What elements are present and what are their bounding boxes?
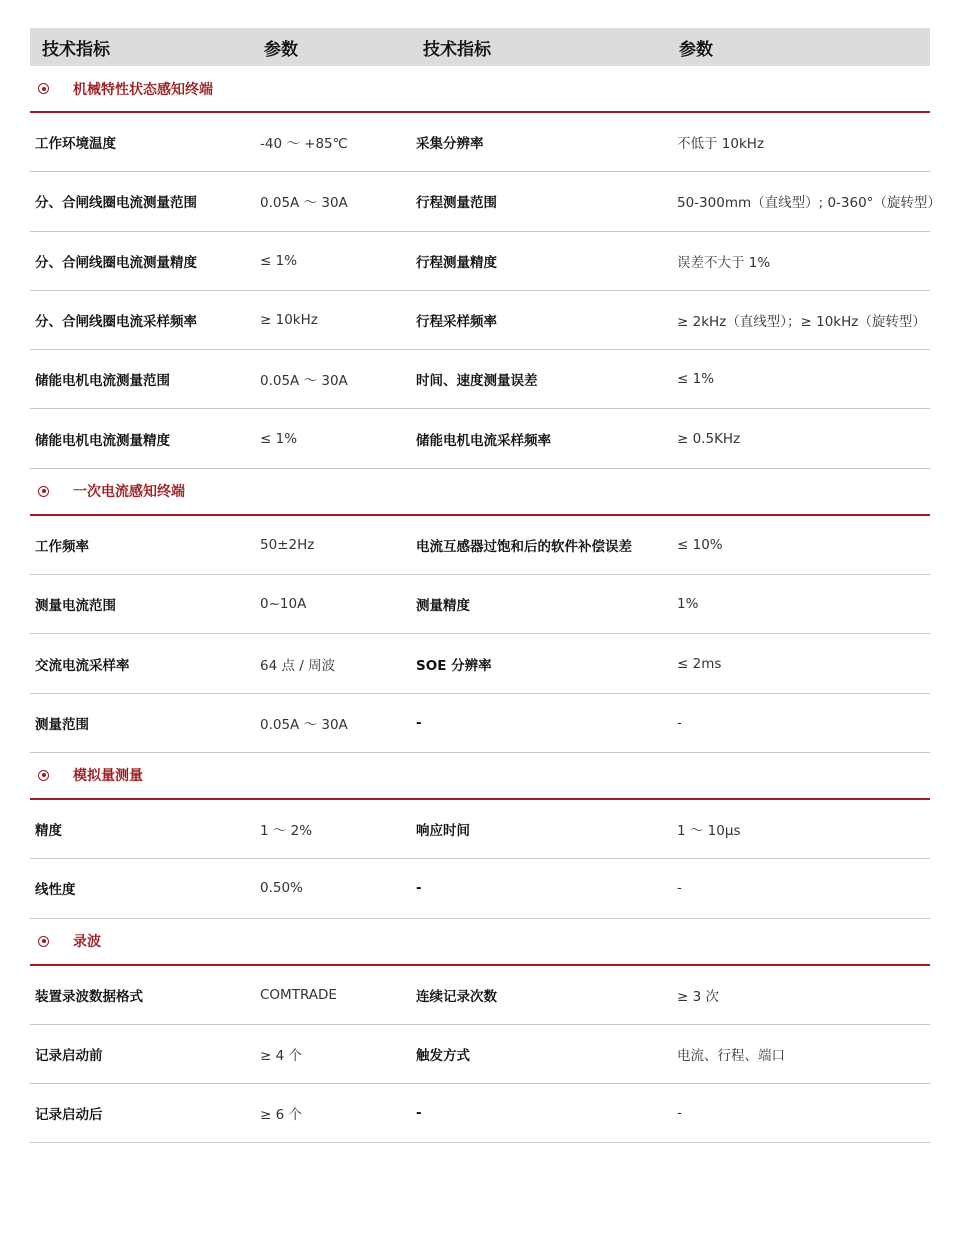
spec-name: 行程测量范围 <box>416 195 497 212</box>
spec-name: - <box>416 880 422 897</box>
section-header <box>30 469 930 516</box>
spec-value: 0.05A ～ 30A <box>260 373 348 390</box>
spec-value: 0~10A <box>260 596 307 613</box>
table-row <box>30 113 930 172</box>
spec-value: ≥ 10kHz <box>260 312 318 329</box>
section-title: 机械特性状态感知终端 <box>73 81 213 98</box>
table-row <box>30 1084 930 1143</box>
table-row <box>30 966 930 1025</box>
table-row <box>30 575 930 634</box>
spec-value: ≤ 2ms <box>677 655 722 672</box>
spec-name: 分、合闸线圈电流采样频率 <box>35 314 197 331</box>
header-spec-1: 技术指标 <box>42 39 110 60</box>
spec-name: 时间、速度测量误差 <box>416 373 538 390</box>
spec-name: 储能电机电流测量精度 <box>35 432 170 449</box>
spec-name: 行程采样频率 <box>416 314 497 331</box>
spec-value: 不低于 10kHz <box>677 136 765 153</box>
header-param-1: 参数 <box>264 39 298 60</box>
section-title: 录波 <box>73 934 101 951</box>
spec-name: 测量精度 <box>416 598 470 615</box>
table-row <box>30 800 930 859</box>
spec-value: ≤ 1% <box>260 430 298 447</box>
circled-dot-icon <box>38 936 49 947</box>
spec-value: 50±2Hz <box>260 536 315 553</box>
spec-value: COMTRADE <box>260 986 337 1003</box>
spec-value: 50-300mm（直线型）; 0-360°（旋转型） <box>677 195 941 212</box>
spec-name: 响应时间 <box>416 823 470 840</box>
spec-name: - <box>416 1105 422 1122</box>
spec-name: 储能电机电流测量范围 <box>35 373 170 390</box>
table-row <box>30 516 930 575</box>
spec-value: 1% <box>677 596 699 613</box>
spec-name: 交流电流采样率 <box>35 657 130 674</box>
spec-value: 1 ～ 2% <box>260 823 313 840</box>
spec-value: ≥ 0.5KHz <box>677 430 741 447</box>
spec-name: 行程测量精度 <box>416 254 497 271</box>
spec-name: 分、合闸线圈电流测量范围 <box>35 195 197 212</box>
table-row <box>30 232 930 291</box>
header-param-2: 参数 <box>679 39 713 60</box>
spec-value: ≥ 6 个 <box>260 1107 302 1124</box>
table-row <box>30 172 941 231</box>
spec-name: 触发方式 <box>416 1048 470 1064</box>
spec-value: ≥ 4 个 <box>260 1048 302 1064</box>
spec-name: 连续记录次数 <box>416 988 497 1005</box>
spec-value: -40 ～ +85℃ <box>260 136 348 153</box>
spec-value: 64 点 / 周波 <box>260 657 336 674</box>
spec-value: ≤ 10% <box>677 536 723 553</box>
table-row <box>30 1025 930 1084</box>
circled-dot-icon <box>38 83 49 94</box>
table-row <box>30 409 930 468</box>
spec-name: 记录启动前 <box>35 1048 103 1064</box>
spec-value: ≥ 3 次 <box>677 988 719 1005</box>
spec-name: - <box>416 714 422 731</box>
spec-value: - <box>677 1105 682 1122</box>
spec-value: ≥ 2kHz（直线型）；≥ 10kHz（旋转型） <box>677 314 926 331</box>
spec-value: 0.05A ～ 30A <box>260 195 348 212</box>
spec-value: ≤ 1% <box>677 371 715 388</box>
spec-name: SOE 分辨率 <box>416 657 492 674</box>
spec-value: - <box>677 714 682 731</box>
spec-value: ≤ 1% <box>260 252 298 269</box>
spec-name: 工作频率 <box>35 538 89 555</box>
spec-value: 电流、行程、端口 <box>677 1048 785 1064</box>
spec-name: 采集分辨率 <box>416 136 484 153</box>
spec-name: 电流互感器过饱和后的软件补偿误差 <box>416 538 632 555</box>
spec-table <box>30 28 941 1143</box>
spec-name: 储能电机电流采样频率 <box>416 432 551 449</box>
section-title: 一次电流感知终端 <box>73 484 185 501</box>
table-row <box>30 694 930 753</box>
table-header <box>30 28 930 66</box>
spec-name: 工作环境温度 <box>35 136 116 153</box>
spec-name: 记录启动后 <box>35 1107 103 1124</box>
circled-dot-icon <box>38 770 49 781</box>
table-row <box>30 859 930 918</box>
spec-name: 分、合闸线圈电流测量精度 <box>35 254 197 271</box>
spec-value: 0.05A ～ 30A <box>260 716 348 733</box>
spec-value: 0.50% <box>260 880 303 897</box>
section-header <box>30 753 930 800</box>
spec-name: 线性度 <box>35 882 76 899</box>
header-spec-2: 技术指标 <box>423 39 491 60</box>
circled-dot-icon <box>38 486 49 497</box>
spec-name: 精度 <box>35 823 62 840</box>
table-row <box>30 350 930 409</box>
spec-value: 误差不大于 1% <box>677 254 771 271</box>
section-title: 模拟量测量 <box>73 768 143 785</box>
spec-name: 装置录波数据格式 <box>35 988 143 1005</box>
spec-value: 1 ～ 10μs <box>677 823 741 840</box>
spec-name: 测量范围 <box>35 716 89 733</box>
section-header <box>30 919 930 966</box>
table-row <box>30 634 930 693</box>
spec-name: 测量电流范围 <box>35 598 116 615</box>
spec-value: - <box>677 880 682 897</box>
section-header <box>30 66 930 113</box>
table-row <box>30 291 930 350</box>
